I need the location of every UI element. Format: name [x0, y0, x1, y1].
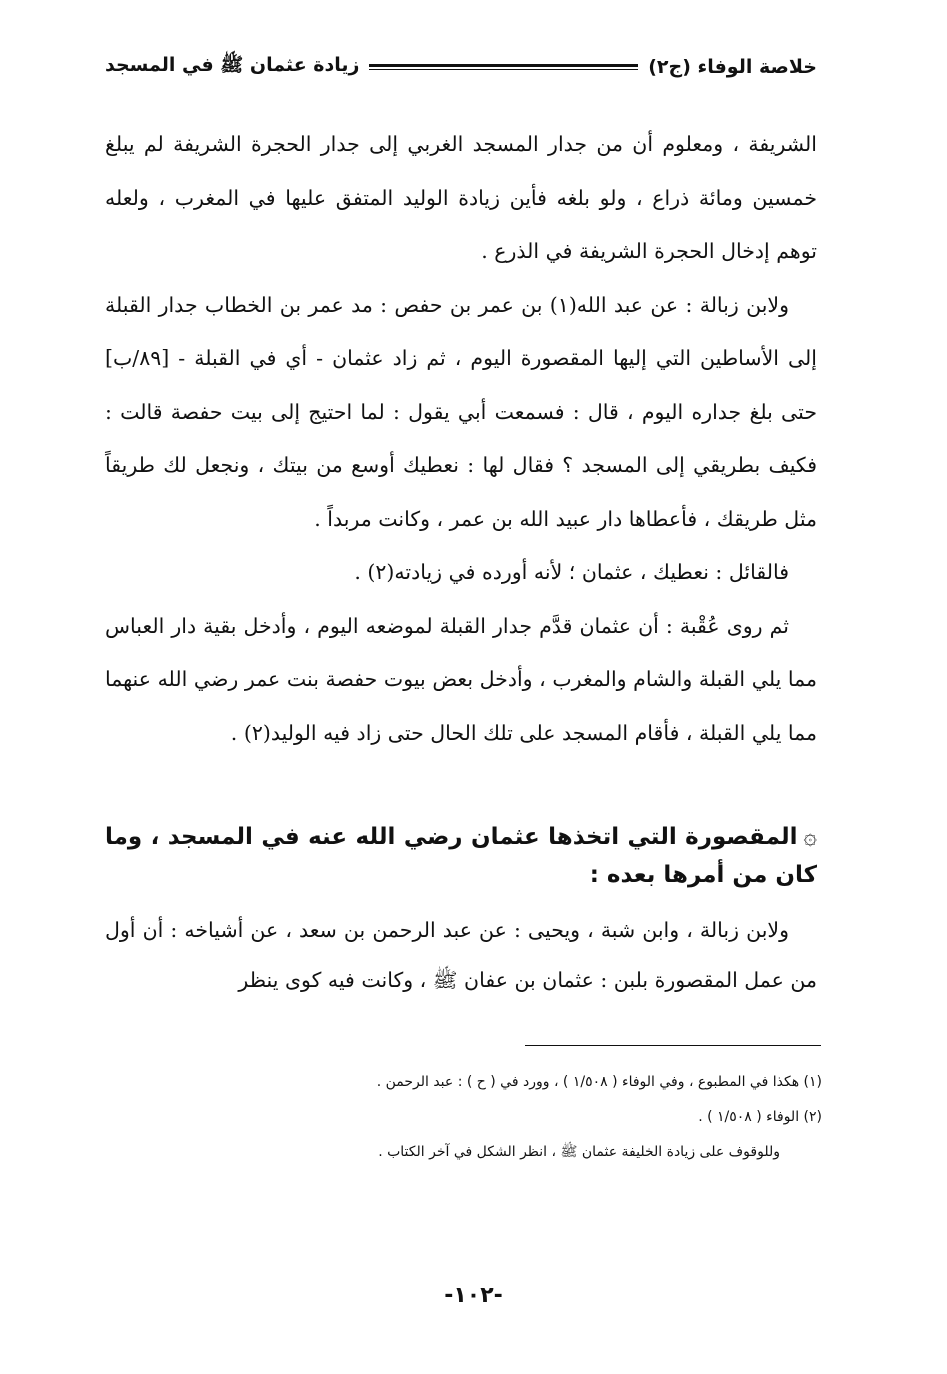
header-book-title: خلاصة الوفاء (ج٢): [648, 56, 817, 78]
header-chapter-title: زيادة عثمان ﷺ في المسجد: [105, 54, 360, 76]
paragraph-1: الشريفة ، ومعلوم أن من جدار المسجد الغربي إلى جدار الحجرة الشريفة لم يبلغ خمسين ومائة ذراع ، ولو بلغه فأين زيادة الوليد المتفق عليها في المغرب ، ولعله توهم إدخال الحجرة الشريفة في الذرع .: [105, 132, 817, 263]
footnote-1: (١) هكذا في المطبوع ، وفي الوفاء ( ١/٥٠٨ ) ، وورد في ( ح ) : عبد الرحمن .: [376, 1074, 822, 1090]
section-text: [105, 905, 817, 1005]
paragraph-4: ثم روى عُقْبة : أن عثمان قدَّم جدار القبلة لموضعه اليوم ، وأدخل بقية دار العباس مما يلي القبلة والشام والمغرب ، وأدخل بعض بيوت حفصة بنت عمر رضي الله عنهما مما يلي القبلة ، فأقام المسجد على تلك الحال حتى زاد فيه الوليد(٢) .: [105, 613, 817, 745]
footnote-2: (٢) الوفاء ( ١/٥٠٨ ) .: [698, 1109, 822, 1125]
page-number: -١٠٢-: [444, 1283, 503, 1308]
footnote-note: وللوقوف على زيادة الخليفة عثمان ﷺ ، انظر الشكل في آخر الكتاب .: [378, 1144, 780, 1160]
running-header: [105, 50, 817, 84]
section-heading: [105, 818, 817, 894]
paragraph-2: ولابن زبالة : عن عبد الله(١) بن عمر بن حفص : مد عمر بن الخطاب جدار القبلة إلى الأساطين التي إليها المقصورة اليوم ، ثم زاد عثمان - أي في القبلة - [٨٩/ب] حتى بلغ جداره اليوم ، قال : فسمعت أبي يقول : لما احتيج إلى بيت حفصة قالت : فكيف بطريقي إلى المسجد ؟ فقال لها : نعطيك أوسع من بيتك ، ونجعل لك طريقاً مثل طريقك ، فأعطاها دار عبيد الله بن عمر ، وكانت مربداً .: [105, 292, 817, 531]
flower-bullet-icon: ۞: [803, 824, 817, 850]
paragraph-3: فالقائل : نعطيك ، عثمان ؛ لأنه أورده في زيادته(٢) .: [354, 560, 789, 584]
header-rule: [369, 64, 638, 70]
footnotes: [200, 1065, 822, 1170]
footnote-divider: [525, 1045, 821, 1046]
paragraph-5: ولابن زبالة ، وابن شبة ، ويحيى : عن عبد الرحمن بن سعد ، عن أشياخه : أن أول من عمل المقصورة بلبن : عثمان بن عفان ﷺ ، وكانت فيه كوى ينظر: [105, 918, 817, 992]
main-text: [105, 118, 817, 760]
section-heading-text: المقصورة التي اتخذها عثمان رضي الله عنه في المسجد ، وما كان من أمرها بعده :: [105, 824, 817, 888]
